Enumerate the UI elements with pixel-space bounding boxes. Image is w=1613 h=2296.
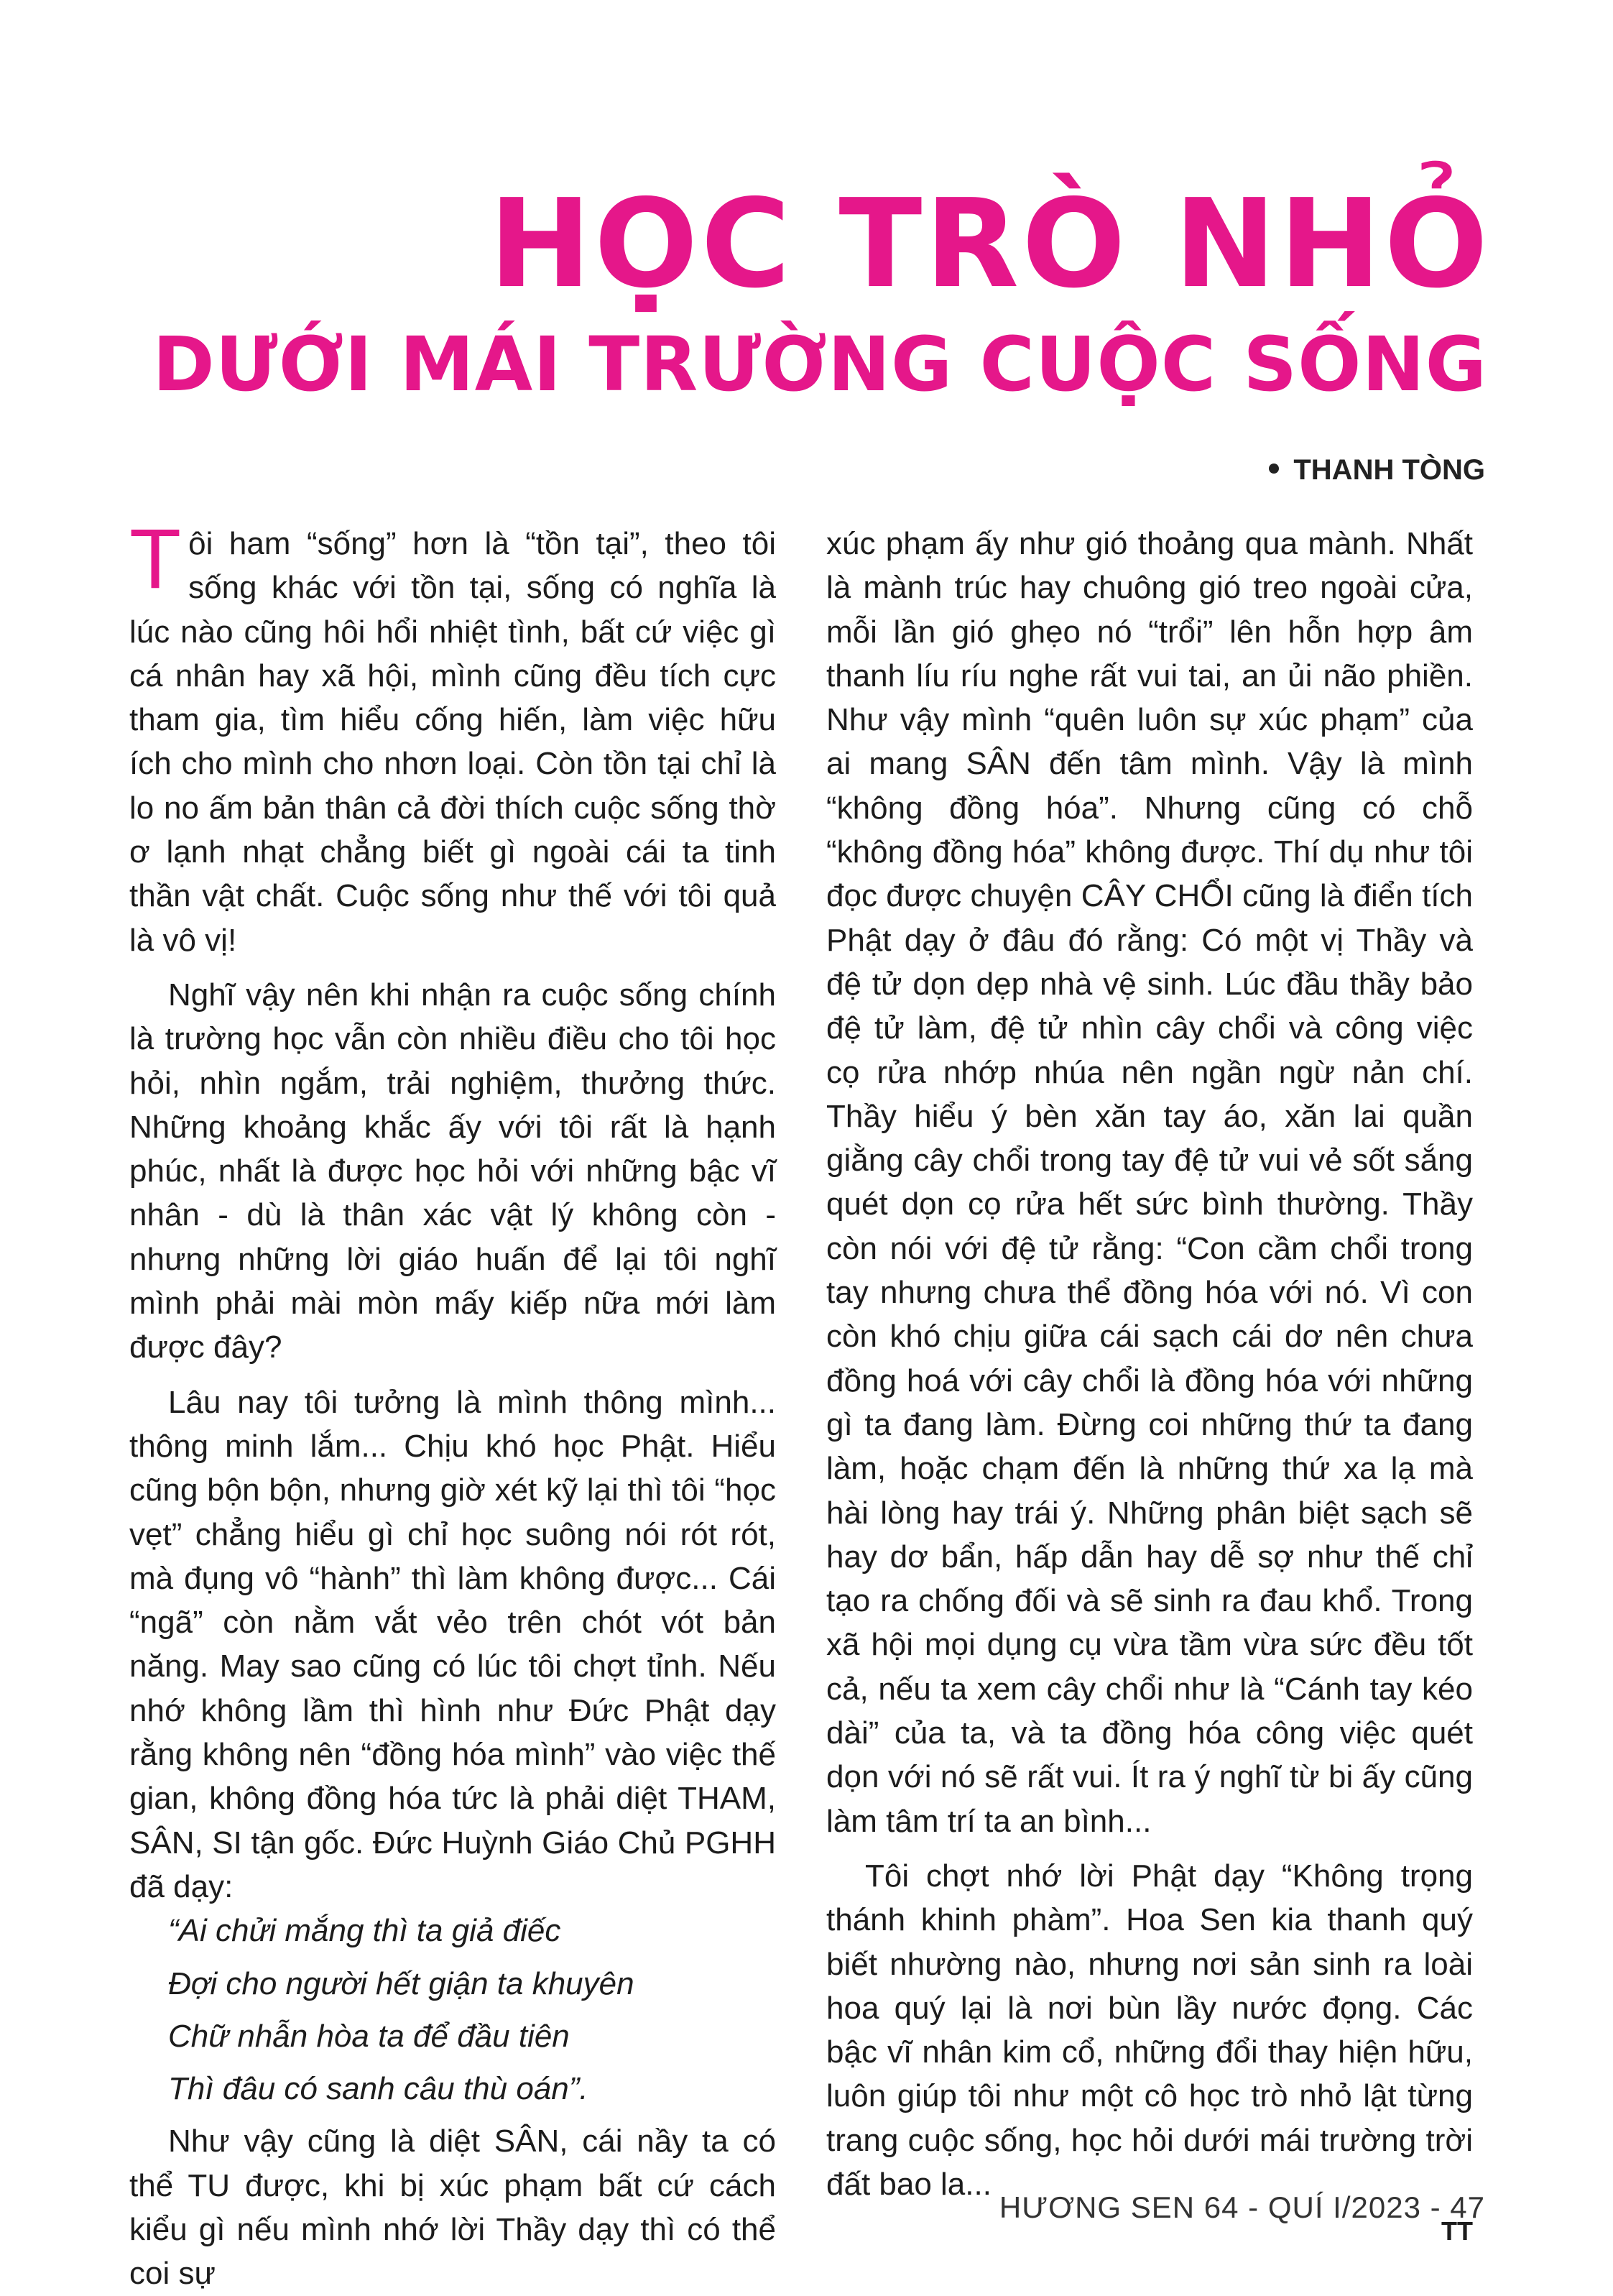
- left-column: [129, 512, 776, 2296]
- article-subtitle: DƯỚI MÁI TRƯỜNG CUỘC SỐNG: [152, 321, 1487, 408]
- author-byline: [1269, 454, 1485, 487]
- author-name: THANH TÒNG: [1293, 454, 1485, 486]
- paragraph: Lâu nay tôi tưởng là mình thông mình... thông minh lắm... Chịu khó học Phật. Hiểu cũng bộn bộn, nhưng giờ xét kỹ lại thì tôi “học vẹt” chẳng hiểu gì chỉ học suông nói rót rót, mà đụng vô “hành” thì làm không được... Cái “ngã” còn nằm vắt vẻo trên chót vót bản năng. May sao cũng có lúc tôi chợt tỉnh. Nếu nhớ không lầm thì hình như Đức Phật dạy rằng không nên “đồng hóa mình” vào việc thế gian, không đồng hóa tức là phải diệt THAM, SÂN, SI tận gốc. Đức Huỳnh Giáo Chủ PGHH đã dạy:: [129, 1384, 776, 1904]
- paragraph: Nghĩ vậy nên khi nhận ra cuộc sống chính là trường học vẫn còn nhiều điều cho tôi học hỏi, nhìn ngắm, trải nghiệm, thưởng thức. Những khoảng khắc ấy với tôi rất là hạnh phúc, nhất là được học hỏi với những bậc vĩ nhân - dù là thân xác vật lý không còn - nhưng những lời giáo huấn để lại tôi nghĩ mình phải mài mòn mấy kiếp nữa mới làm được đây?: [129, 977, 776, 1365]
- paragraph: [129, 512, 776, 962]
- poem-line: Chữ nhẫn hòa ta để đầu tiên: [168, 2018, 570, 2054]
- drop-cap: T: [129, 512, 182, 607]
- paragraph: xúc phạm ấy như gió thoảng qua mành. Nhất là mành trúc hay chuông gió treo ngoài cửa, mỗi lần gió ghẹo nó “trổi” lên hỗn hợp âm thanh líu ríu nghe rất vui tai, an ủi não phiền. Như vậy mình “quên luôn sự xúc phạm” của ai mang SÂN đến tâm mình. Vậy là mình “không đồng hóa”. Nhưng cũng có chỗ “không đồng hóa” không được. Thí dụ như tôi đọc được chuyện CÂY CHỔI cũng là điển tích Phật dạy ở đâu đó rằng: Có một vị Thầy và đệ tử dọn dẹp nhà vệ sinh. Lúc đầu thầy bảo đệ tử làm, đệ tử nhìn cây chổi và công việc cọ rửa nhớp nhúa nên ngần ngừ nản chí. Thầy hiểu ý bèn xăn tay áo, xăn lai quần giằng cây chổi trong tay đệ tử vui vẻ sốt sắng quét dọn cọ rửa hết sức bình thường. Thầy còn nói với đệ tử rằng: “Con cầm chổi trong tay nhưng chưa thể đồng hóa với nó. Vì con còn khó chịu giữa cái sạch cái dơ nên chưa đồng hoá với cây chổi là đồng hóa với những gì ta đang làm. Đừng coi những thứ ta đang làm, hoặc chạm đến là những thứ xa lạ mà hài lòng hay trái ý. Những phân biệt sạch sẽ hay dơ bẩn, hấp dẫn hay dễ sợ như thế chỉ tạo ra chống đối và sẽ sinh ra đau khổ. Trong xã hội mọi dụng cụ vừa tầm vừa sức đều tốt cả, nếu ta xem cây chổi như là “Cánh tay kéo dài” của ta, và ta đồng hóa công việc quét dọn với nó sẽ rất vui. Ít ra ý nghĩ từ bi ấy cũng làm tâm trí ta an bình...: [826, 526, 1473, 1839]
- poem-line: Thì đâu có sanh câu thù oán”.: [168, 2071, 588, 2107]
- poem-line: “Ai chửi mắng thì ta giả điếc: [168, 1913, 561, 1949]
- bullet-icon: [1269, 464, 1279, 474]
- paragraph: Như vậy cũng là diệt SÂN, cái nầy ta có thể TU được, khi bị xúc phạm bất cứ cách kiểu gì nếu mình nhớ lời Thầy dạy thì có thể coi sự: [129, 2124, 776, 2292]
- poem-quote: [129, 1909, 776, 2111]
- author-signature: TT: [1441, 2216, 1473, 2246]
- right-column: [826, 522, 1473, 2254]
- poem-line: Đợi cho người hết giận ta khuyên: [168, 1965, 634, 2001]
- article-title: HỌC TRÒ NHỎ: [489, 173, 1491, 315]
- paragraph: Tôi chợt nhớ lời Phật dạy “Không trọng thánh khinh phàm”. Hoa Sen kia thanh quý biết nhường nào, nhưng nơi sản sinh ra loài hoa quý lại là nơi bùn lầy nước đọng. Các bậc vĩ nhân kim cổ, những đổi thay hiện hữu, luôn giúp tôi như một cô học trò nhỏ lật từng trang cuộc sống, học hỏi dưới mái trường trời đất bao la...: [826, 1858, 1473, 2202]
- paragraph-text: ôi ham “sống” hơn là “tồn tại”, theo tôi sống khác với tồn tại, sống có nghĩa là lúc nào cũng hôi hổi nhiệt tình, bất cứ việc gì cá nhân hay xã hội, mình cũng đều tích cực tham gia, tìm hiểu cống hiến, làm việc hữu ích cho mình cho nhơn loại. Còn tồn tại chỉ là lo no ấm bản thân cả đời thích cuộc sống thờ ơ lạnh nhạt chẳng biết gì ngoài cái ta tinh thần vật chất. Cuộc sống như thế với tôi quả là vô vị!: [129, 526, 776, 958]
- page-footer: HƯƠNG SEN 64 - QUÍ I/2023 - 47: [999, 2190, 1485, 2224]
